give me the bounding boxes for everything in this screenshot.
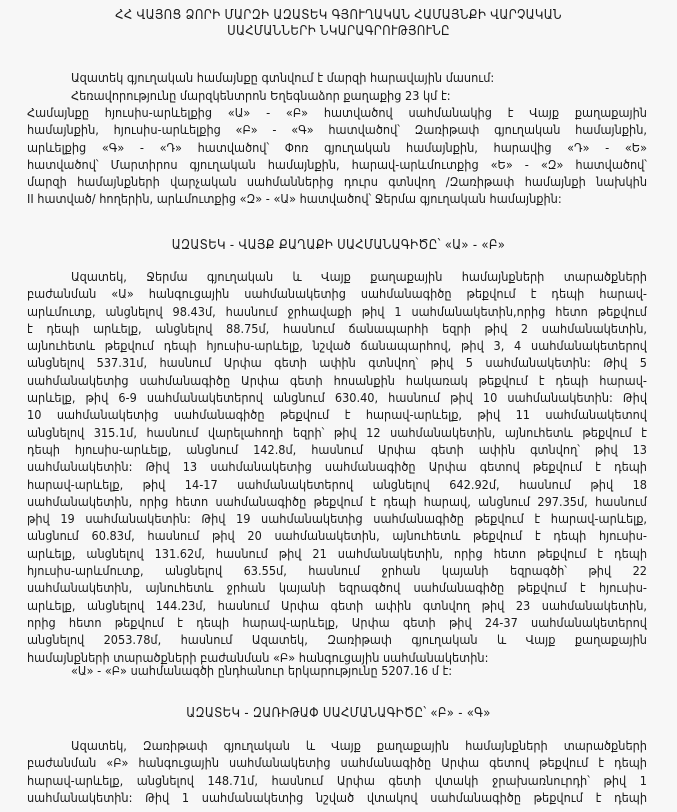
paragraph-line: արևելք, անցնելով 144.23մ, հասնում Արփա գետի ափին գտնվող թիվ 23 սահմանակետին, [27,597,647,613]
paragraph-line: բաժանման «Բ» հանգուցային սահմանակետից սահմանագիծը Արփա գետով թեքվում է դեպի [27,755,647,771]
paragraph-line: արևելք, թիվ 6-9 սահմանակետերով անցնում 630.40, հասնում թիվ 10 սահմանակետին: Թիվ [27,390,647,406]
paragraph-line: անցնում 60.83մ, հասնում թիվ 20 սահմանակետին, այնուհետև թեքվում է դեպի հյուսիս- [27,528,647,544]
paragraph-line: սահմանակետին: Թիվ 1 սահմանակետից նշված վտակով սահմանագիծը թեքվում է դեպի [27,789,647,805]
paragraph-line: անցնելով 2053.78մ, հասնում Ազատեկ, Զառիթափ գյուղական և Վայք քաղաքային [27,632,647,648]
paragraph-line: արևելք, անցնելով 131.62մ, հասնում թիվ 21 սահմանակետին, որից հետո թեքվում է դեպի [27,545,647,561]
paragraph-line: հատվածով՝ Մարտիրոս գյուղական համայնքին, հարավ-արևմուտքից «Ե» - «Զ» հատվածով՝ [27,156,647,172]
paragraph-line: Ազատեկ, Ջերմա գյուղական և Վայք քաղաքային համայնքների տարածքների [71,269,647,284]
title-line-2: ՍԱՀՄԱՆՆԵՐԻ ՆԿԱՐԱԳՐՈՒԹՅՈՒՆԸ [227,24,450,39]
paragraph-line: հյուսիս-արևմուտք, անցնելով 63.55մ, հասնում ջրհան կայանի եզրագծի՝ թիվ 22 [27,563,647,579]
paragraph-line: համայնքների տարածքների բաժանման «Բ» հանգուցային սահմանակետին: [27,649,489,665]
section-heading-a-b: ԱԶԱՏԵԿ - ՎԱՅՔ ՔԱՂԱՔԻ ՍԱՀՄԱՆԱԳԻԾԸ՝ «Ա» - «Բ» [171,238,506,253]
paragraph-line: հարավ-արևելք, թիվ 14-17 սահմանակետերով անցնելով 642.92մ, հասնում թիվ 18 [27,476,647,492]
paragraph-line: II հատված/ հողերին, արևմուտքից «Զ» - «Ա» հատվածով՝ Ջերմա գյուղական համայնքին: [27,191,562,207]
paragraph-line: է դեպի արևելք, անցնելով 88.75մ, հասնում ճանապարհի եզրի թիվ 2 սահմանակետին, [27,320,647,336]
paragraph-line: որից հետո թեքվում է դեպի հարավ-արևելք, Արփա գետի թիվ 24-37 սահմանակետերով [27,614,647,630]
paragraph-line: թիվ 19 սահմանակետին: Թիվ 19 սահմանակետից սահմանագիծը թեքվում է հարավ-արևելք, [27,511,647,527]
section-a-b-total-length: «Ա» - «Բ» սահմանագծի ընդհանուր երկարությունը 5207.16 մ է: [71,663,453,678]
paragraph-line: դեպի հյուսիս-արևելք, անցնում 142.8մ, հասնում Արփա գետի ափին գտնվող՝ թիվ 13 [27,441,647,457]
title-line-1: ՀՀ ՎԱՅՈՑ ՁՈՐԻ ՄԱՐԶԻ ԱԶԱՏԵԿ ԳՅՈՒՂԱԿԱՆ ՀԱՄԱՅՆՔԻ ՎԱՐՉԱԿԱՆ [115,8,562,23]
paragraph-line: սահմանակետին, այնուհետև ջրհան կայանի եզրագծով սահմանագիծը թեքվում է հյուսիս- [27,580,647,596]
section-a-b-body [27,268,647,666]
paragraph-line: Համայնքը հյուսիս-արևելքից «Ա» - «Բ» հատվածով սահմանակից է Վայք քաղաքային [27,105,647,120]
paragraph-line: համայնքին, հյուսիս-արևելքից «Բ» - «Գ» հատվածով՝ Զառիթափ գյուղական համայնքին, [27,122,647,138]
paragraph-line: սահմանակետին, որից հետո սահմանագիծը թեքվում է դեպի հարավ, անցնում 297.35մ, հասնում [27,493,647,509]
intro-location: Ազատեկ գյուղական համայնքը գտնվում է մարզի հարավային մասում: [71,70,495,85]
section-b-g-body [27,737,647,806]
paragraph-line: 10 սահմանակետից սահմանագիծը թեքվում է հարավ-արևելք, թիվ 11 սահմանակետով [27,407,647,423]
paragraph-line: սահմանակետին: Թիվ 13 սահմանակետից սահմանագիծը Արփա գետով թեքվում է դեպի [27,459,647,475]
paragraph-line: արևելքից «Գ» - «Դ» հատվածով՝ Փոռ գյուղական համայնքին, հարավից «Դ» - «Ե» [27,139,647,155]
intro-distance: Հեռավորությունը մարզկենտրոն Եղեգնաձոր քաղաքից 23 կմ է: [71,88,451,103]
document-title [0,8,677,40]
section-heading-b-g: ԱԶԱՏԵԿ - ԶԱՌԻԹԱՓ ՍԱՀՄԱՆԱԳԻԾԸ՝ «Բ» - «Գ» [186,706,491,721]
paragraph-line: անցնելով 537.31մ, հասնում Արփա գետի ափին գտնվող՝ թիվ 5 սահմանակետին: Թիվ 5 [27,355,647,371]
paragraph-line: արևմուտք, անցնելով 98.43մ, հասնում ջրհավաքի թիվ 1 սահմանակետին,որից հետո թեքվում [27,303,647,319]
paragraph-line: անցնելով 315.1մ, հասնում վարելահողի եզրի՝ թիվ 12 սահմանակետին, այնուհետև թեքվում է [27,424,647,440]
boundaries-paragraph [27,104,647,208]
paragraph-line: սահմանակետից սահմանագիծը Արփա գետի հոսանքին հակառակ թեքվում է դեպի հարավ- [27,372,647,388]
paragraph-line: մարզի համայնքների վարչական սահմաններից դուրս գտնվող /Զառիթափ համայնքի նախկին [27,174,647,190]
paragraph-line: բաժանման «Ա» հանգուցային սահմանակետից սահմանագիծը թեքվում է դեպի հարավ- [27,286,647,302]
paragraph-line: այնուհետև թեքվում դեպի հյուսիս-արևելք, նշված ճանապարհով, թիվ 3, 4 սահմանակետերով [27,338,647,354]
paragraph-line: հարավ-արևելք, անցնելով 148.71մ, հասնում Արփա գետի վտակի ջրախառնուրդի՝ թիվ 1 [27,772,647,788]
paragraph-line: Ազատեկ, Զառիթափ գյուղական և Վայք քաղաքային համայնքների տարածքների [71,738,647,753]
